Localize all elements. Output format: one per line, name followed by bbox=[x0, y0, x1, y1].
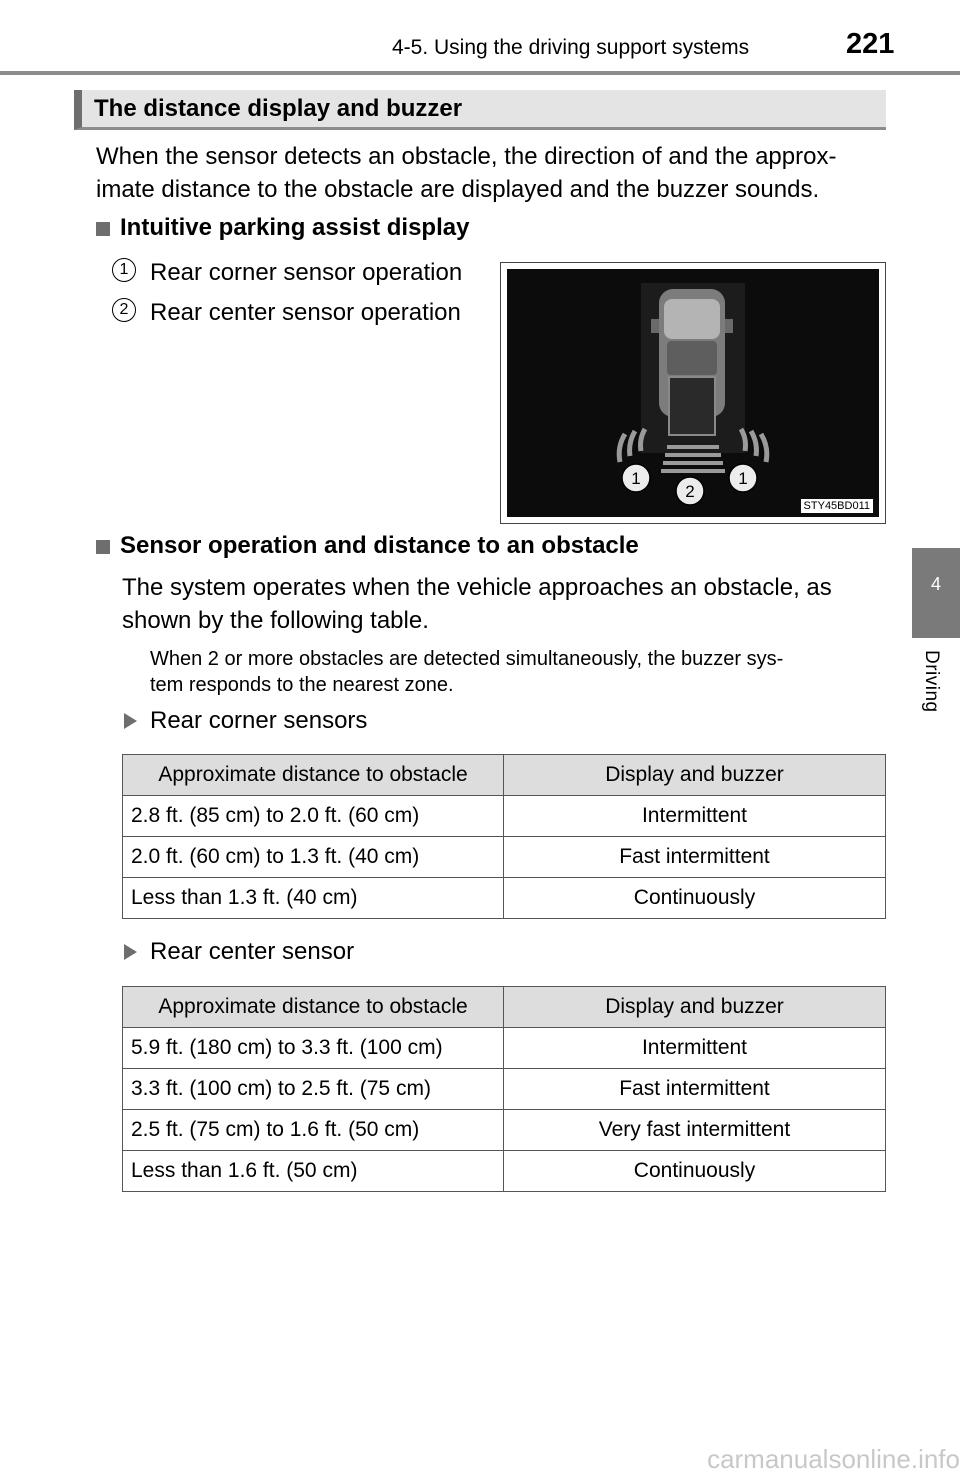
table-cell: 2.5 ft. (75 cm) to 1.6 ft. (50 cm) bbox=[123, 1110, 504, 1151]
header-rule bbox=[0, 71, 960, 75]
triangle-bullet-icon bbox=[124, 713, 137, 729]
running-header-section: 4-5. Using the driving support systems bbox=[392, 36, 750, 59]
table-row bbox=[123, 1110, 886, 1151]
table-cell: 2.0 ft. (60 cm) to 1.3 ft. (40 cm) bbox=[123, 837, 504, 878]
table-cell: Fast intermittent bbox=[504, 1069, 886, 1110]
corner-sensor-table bbox=[122, 754, 886, 919]
table-cell: Intermittent bbox=[504, 1028, 886, 1069]
table-cell: 2.8 ft. (85 cm) to 2.0 ft. (60 cm) bbox=[123, 796, 504, 837]
table-row bbox=[123, 1069, 886, 1110]
table-cell: Continuously bbox=[504, 878, 886, 919]
display-heading-text: Intuitive parking assist display bbox=[120, 214, 470, 241]
chapter-label: Driving bbox=[921, 650, 942, 713]
vehicle-top-view-illustration bbox=[507, 269, 879, 517]
corner-table-caption: Rear corner sensors bbox=[150, 707, 368, 734]
operation-line-1: The system operates when the vehicle approaches an obstacle, as bbox=[122, 574, 832, 601]
chapter-number: 4 bbox=[930, 574, 941, 594]
table-cell: Fast intermittent bbox=[504, 837, 886, 878]
item-number-circle: 1 bbox=[112, 258, 136, 282]
item-number-circle: 2 bbox=[112, 298, 136, 322]
callout-number: 1 bbox=[738, 469, 748, 488]
table-header-cell: Display and buzzer bbox=[504, 755, 886, 796]
square-bullet-icon bbox=[96, 222, 110, 236]
center-table-caption: Rear center sensor bbox=[150, 938, 355, 965]
table-cell: Less than 1.3 ft. (40 cm) bbox=[123, 878, 504, 919]
item-label: Rear corner sensor operation bbox=[150, 259, 463, 286]
callout-number: 2 bbox=[685, 482, 695, 501]
table-row bbox=[123, 1028, 886, 1069]
square-bullet-icon bbox=[96, 540, 110, 554]
table-cell: Very fast intermittent bbox=[504, 1110, 886, 1151]
callout-number: 1 bbox=[631, 469, 641, 488]
section-title-bar bbox=[74, 90, 886, 130]
table-cell: Intermittent bbox=[504, 796, 886, 837]
display-heading bbox=[96, 214, 469, 242]
table-cell: 3.3 ft. (100 cm) to 2.5 ft. (75 cm) bbox=[123, 1069, 504, 1110]
table-cell: Less than 1.6 ft. (50 cm) bbox=[123, 1151, 504, 1192]
operation-line-2: shown by the following table. bbox=[122, 607, 429, 634]
page-number: 221 bbox=[846, 28, 895, 60]
figure-display-screen bbox=[507, 269, 879, 517]
section-title: The distance display and buzzer bbox=[94, 95, 463, 122]
parking-assist-figure bbox=[500, 262, 886, 524]
table-header-row bbox=[123, 755, 886, 796]
intro-line-2: imate distance to the obstacle are displayed and the buzzer sounds. bbox=[96, 176, 820, 203]
table-header-cell: Approximate distance to obstacle bbox=[123, 987, 504, 1028]
table-header-row bbox=[123, 987, 886, 1028]
chapter-tab bbox=[912, 548, 960, 638]
watermark: carmanualsonline.info bbox=[707, 1444, 960, 1474]
triangle-bullet-icon bbox=[124, 944, 137, 960]
note-line-2: tem responds to the nearest zone. bbox=[150, 674, 454, 696]
chapter-label-container bbox=[912, 650, 960, 730]
table-row bbox=[123, 1151, 886, 1192]
table-cell: 5.9 ft. (180 cm) to 3.3 ft. (100 cm) bbox=[123, 1028, 504, 1069]
operation-heading-text: Sensor operation and distance to an obstacle bbox=[120, 532, 639, 559]
center-sensor-table bbox=[122, 986, 886, 1192]
note-line-1: When 2 or more obstacles are detected simultaneously, the buzzer sys- bbox=[150, 648, 784, 670]
intro-line-1: When the sensor detects an obstacle, the direction of and the approx- bbox=[96, 143, 837, 170]
table-row bbox=[123, 796, 886, 837]
item-label: Rear center sensor operation bbox=[150, 299, 461, 326]
figure-code: STY45BD011 bbox=[801, 499, 873, 513]
table-row bbox=[123, 837, 886, 878]
table-row bbox=[123, 878, 886, 919]
table-header-cell: Display and buzzer bbox=[504, 987, 886, 1028]
table-cell: Continuously bbox=[504, 1151, 886, 1192]
table-header-cell: Approximate distance to obstacle bbox=[123, 755, 504, 796]
operation-heading bbox=[96, 532, 639, 560]
